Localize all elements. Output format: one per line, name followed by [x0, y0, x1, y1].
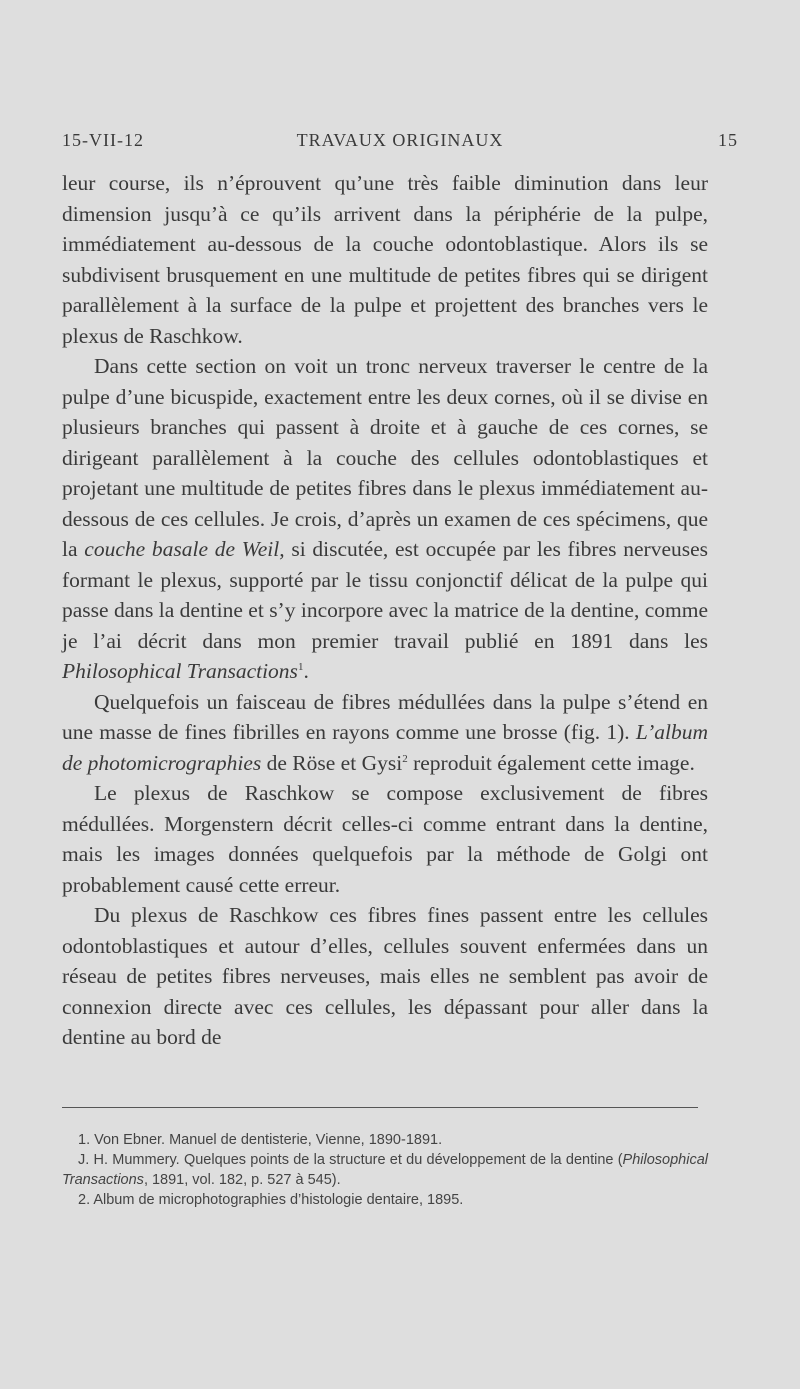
footnote-ref: 2 [402, 752, 408, 765]
italic-run: Philosophical Transactions [62, 659, 298, 683]
footnote: 2. Album de microphotographies d’histologie dentaire, 1895. [78, 1192, 464, 1208]
text-run: Dans cette section on voit un tronc nerveux traverser le centre de la pulpe d’une bicuspide, exactement entre les deux cornes, où il se divise en plusieurs branches qui passent à droite et à gauche de ces cornes, se dirigeant parallèlement à la couche des cellules odontoblastiques et projetant une multitude de petites fibres dans le plexus immédiatement au-dessous de ces cellules. Je crois, d’après un examen de ces spécimens, que la [62, 354, 708, 561]
text-run: Quelquefois un faisceau de fibres médullées dans la pulpe s’étend en une masse de fines fibrilles en rayons comme une brosse (fig. 1). [62, 689, 708, 744]
text-run: de Röse et Gysi [266, 750, 403, 775]
body-text [62, 168, 708, 1053]
text-run: si discutée, est occupée par les fibres nerveuses formant le plexus, supporté par le tissu conjonctif délicat de la pulpe qui passe dans la dentine et s’y incorpore avec la matrice de la dentine, comme je l’ai décrit dans mon premier travail publié en 1891 dans les [62, 537, 709, 653]
italic-run: couche basale de Weil, [84, 537, 285, 561]
header-section-title: TRAVAUX ORIGINAUX [296, 130, 504, 150]
italic-run: Philosophical Transactions [62, 1152, 708, 1188]
paragraph: leur course, ils n’éprouvent qu’une très faible diminution dans leur dimension jusqu’à ce qu’ils arrivent dans la périphérie de la pulpe, immédiatement au-dessous de la couche odontoblastique. Alors ils se subdivisent brusquement en une multitude de petites fibres qui se dirigent parallèlement à la surface de la pulpe et projettent des branches vers le plexus de Raschkow. [62, 171, 708, 348]
paragraph [62, 687, 708, 779]
footnotes [62, 1130, 708, 1210]
text-run: . [303, 659, 309, 683]
footnote-separator [62, 1107, 698, 1108]
text-run: J. H. Mummery. Quelques points de la structure et du développement de la dentine ( [78, 1152, 623, 1168]
footnote: 1. Von Ebner. Manuel de dentisterie, Vienne, 1890-1891. [78, 1132, 443, 1148]
paragraph: Le plexus de Raschkow se compose exclusivement de fibres médullées. Morgenstern décrit celles-ci comme entrant dans la dentine, mais les images données quelquefois par la méthode de Golgi ont probablement causé cette erreur. [62, 781, 708, 897]
header-date: 15-VII-12 [62, 130, 144, 150]
paragraph [62, 351, 708, 687]
text-run: , 1891, vol. 182, p. 527 à 545). [143, 1172, 341, 1188]
footnote [62, 1150, 708, 1190]
footnote-ref: 1 [297, 661, 304, 673]
page-number: 15 [718, 130, 738, 150]
paragraph: Du plexus de Raschkow ces fibres fines passent entre les cellules odontoblastiques et autour d’elles, cellules souvent enfermées dans un réseau de petites fibres nerveuses, mais elles ne semblent pas avoir de connexion directe avec ces cellules, les dépassant pour aller dans la dentine au bord de [62, 903, 708, 1049]
italic-run: L’album de photomicrographies [62, 720, 708, 775]
running-header [62, 130, 738, 158]
text-run: reproduit également cette image. [413, 750, 695, 775]
